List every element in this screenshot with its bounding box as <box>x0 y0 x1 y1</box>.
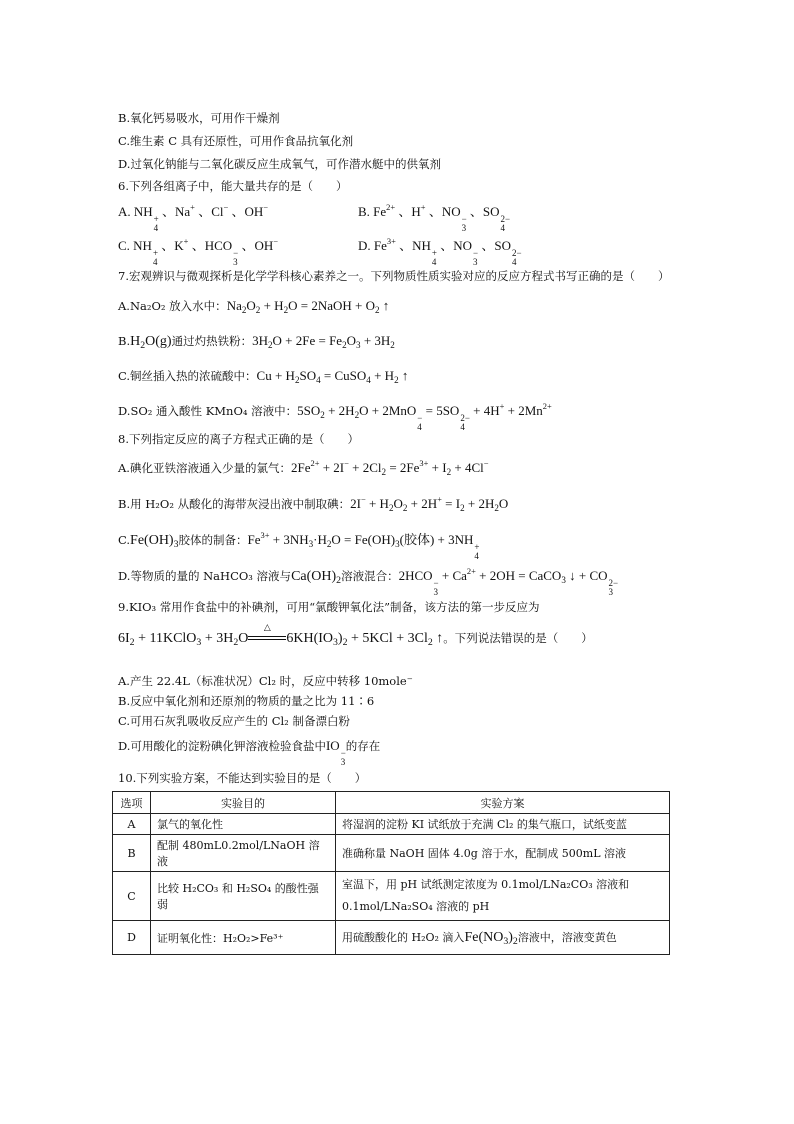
q7-option-c: C.铜丝插入热的浓硫酸中：$Cu + H_2SO_4$ = CuSO$_4$ + $H_2$ ↑ <box>118 368 409 385</box>
q5-option-b: B.氧化钙易吸水，可用作干燥剂 <box>118 111 280 125</box>
cell-goal: 比较 H₂CO₃ 和 H₂SO₄ 的酸性强弱 <box>151 872 336 921</box>
table-row <box>113 814 670 835</box>
q9-option-c: C.可用石灰乳吸收反应产生的 Cl₂ 制备漂白粉 <box>118 714 350 728</box>
header-goal: 实验目的 <box>151 792 336 814</box>
q8-option-d: D.等物质的量的 NaHCO₃ 溶液与$Ca(OH)_2$溶液混合：2HCO − 3 + $Ca^{2+} + 2OH$ = CaCO$_3$ ↓ + CO 2− 3 <box>118 566 619 597</box>
q7a-label: A.Na₂O₂ 放入水中： <box>118 299 227 313</box>
cell-option: B <box>113 835 151 872</box>
q9-equation: $6I_2$ + 11KClO$_3$ + $3H_2O$ △ $6KH(IO_3)_2 + 5KCl + 3Cl_2$ ↑。下列说法错误的是（ ） <box>118 622 593 648</box>
cell-plan-line2: 0.1mol/LNa₂SO₄ 溶液的 pH <box>342 900 490 913</box>
q8d-label: D.等物质的量的 NaHCO₃ 溶液与 <box>118 569 292 583</box>
q8d-label2: 溶液混合： <box>341 569 399 583</box>
q5-option-d: D.过氧化钠能与二氧化碳反应生成氧气，可作潜水艇中的供氧剂 <box>118 157 441 171</box>
cell-goal: 证明氧化性：H₂O₂>Fe³⁺ <box>151 921 336 955</box>
cell-plan <box>336 872 670 921</box>
q9-tail: 。下列说法错误的是（ ） <box>443 631 593 645</box>
q8-option-c: $C.Fe(OH)_3$胶体的制备：$Fe^{3+} + 3NH_3\cdot H_2O = Fe(OH)_3$(胶体) + 3NH + 4 <box>118 530 480 561</box>
q7-option-d: D.SO₂ 通入酸性 KMnO₄ 溶液中：$5SO_2 + 2H_2O + 2MnO$ − 4 = 5SO 2− 4 + $4H^+ + 2Mn^{2+}$ <box>118 401 552 432</box>
cell-plan-post: 溶液中，溶液变黄色 <box>517 931 617 944</box>
q7-stem: 7.宏观辨识与微观探析是化学学科核心素养之一。下列物质性质实验对应的反应方程式书写正确的是（ ） <box>118 269 670 283</box>
q5-option-c: C.维生素 C 具有还原性，可用作食品抗氧化剂 <box>118 134 354 148</box>
q9-option-a: A.产生 22.4L（标准状况）Cl₂ 时，反应中转移 10mole⁻ <box>118 674 413 688</box>
cell-plan-pre: 用硫酸酸化的 H₂O₂ 滴入 <box>342 931 465 944</box>
heating-arrow: △ <box>248 630 286 640</box>
q8-option-a: A.碘化亚铁溶液通入少量的氯气：$2Fe^{2+} + 2I^- + 2Cl_2 = 2Fe^{3+} + I_2 + 4Cl^-$ <box>118 458 489 477</box>
q9d-label: D.可用酸化的淀粉碘化钾溶液检验食盐中 <box>118 739 326 753</box>
q8-option-b: B.用 H₂O₂ 从酸化的海带灰浸出液中制取碘：$2I^- + H_2O_2 + 2H^+ = I_2 + 2H_2O$ <box>118 494 509 513</box>
q7c-label: C.铜丝插入热的浓硫酸中： <box>118 369 257 383</box>
q9d-label2: 的存在 <box>345 739 381 753</box>
q9-option-d: D.可用酸化的淀粉碘化钾溶液检验食盐中IO − 3 的存在 <box>118 738 381 767</box>
cell-plan: 用硫酸酸化的 H₂O₂ 滴入$Fe(NO_3)_2$溶液中，溶液变黄色 <box>336 921 670 955</box>
cell-option: A <box>113 814 151 835</box>
q10-stem: 10.下列实验方案，不能达到实验目的是（ ） <box>118 771 367 785</box>
cell-option: C <box>113 872 151 921</box>
table-row <box>113 872 670 921</box>
cell-option: D <box>113 921 151 955</box>
q8c-label: 胶体的制备： <box>178 533 248 547</box>
cell-goal: 氯气的氧化性 <box>151 814 336 835</box>
cell-goal: 配制 480mL0.2mol/LNaOH 溶液 <box>151 835 336 872</box>
cell-plan-line1: 室温下，用 pH 试纸测定浓度为 0.1mol/LNa₂CO₃ 溶液和 <box>342 878 630 891</box>
table-header-row <box>113 792 670 814</box>
q7-option-a: A.Na₂O₂ 放入水中：$Na_2O_2 + H_2O$ = 2NaOH + $O_2$ ↑ <box>118 298 390 315</box>
q6-stem: 6.下列各组离子中，能大量共存的是（ ） <box>118 179 348 193</box>
cell-plan: 准确称量 NaOH 固体 4.0g 溶于水，配制成 500mL 溶液 <box>336 835 670 872</box>
q6-option-ab: A. NH + 4 、Na+ 、Cl− 、OH− B. $Fe^{2+}$ 、H+ 、NO − 3 、SO 2− 4 <box>118 202 511 233</box>
q8-stem: 8.下列指定反应的离子方程式正确的是（ ） <box>118 432 359 446</box>
cell-plan: 将湿润的淀粉 KI 试纸放于充满 Cl₂ 的集气瓶口，试纸变蓝 <box>336 814 670 835</box>
table-row <box>113 921 670 955</box>
q6-option-cd: C. NH + 4 、K+ 、HCO − 3 、OH− D. $Fe^{3+}$ 、NH + 4 、NO − 3 、SO 2− 4 <box>118 236 522 267</box>
q9-option-b: B.反应中氧化剂和还原剂的物质的量之比为 11∶6 <box>118 694 375 708</box>
table-row <box>113 835 670 872</box>
q7-option-b: $B.H_2O(g)$通过灼热铁粉：$3H_2O + 2Fe = Fe_2O_3 + 3H_2$ <box>118 333 395 351</box>
header-option: 选项 <box>113 792 151 814</box>
experiment-table <box>112 791 670 955</box>
q9-stem: 9.KIO₃ 常用作食盐中的补碘剂，可用“氯酸钾氧化法”制备，该方法的第一步反应为 <box>118 600 540 614</box>
q8a-label: A.碘化亚铁溶液通入少量的氯气： <box>118 461 291 475</box>
q7d-label: D.SO₂ 通入酸性 KMnO₄ 溶液中： <box>118 404 298 418</box>
header-plan: 实验方案 <box>336 792 670 814</box>
q8b-label: B.用 H₂O₂ 从酸化的海带灰浸出液中制取碘： <box>118 497 351 511</box>
q7b-label: 通过灼热铁粉： <box>171 334 253 348</box>
